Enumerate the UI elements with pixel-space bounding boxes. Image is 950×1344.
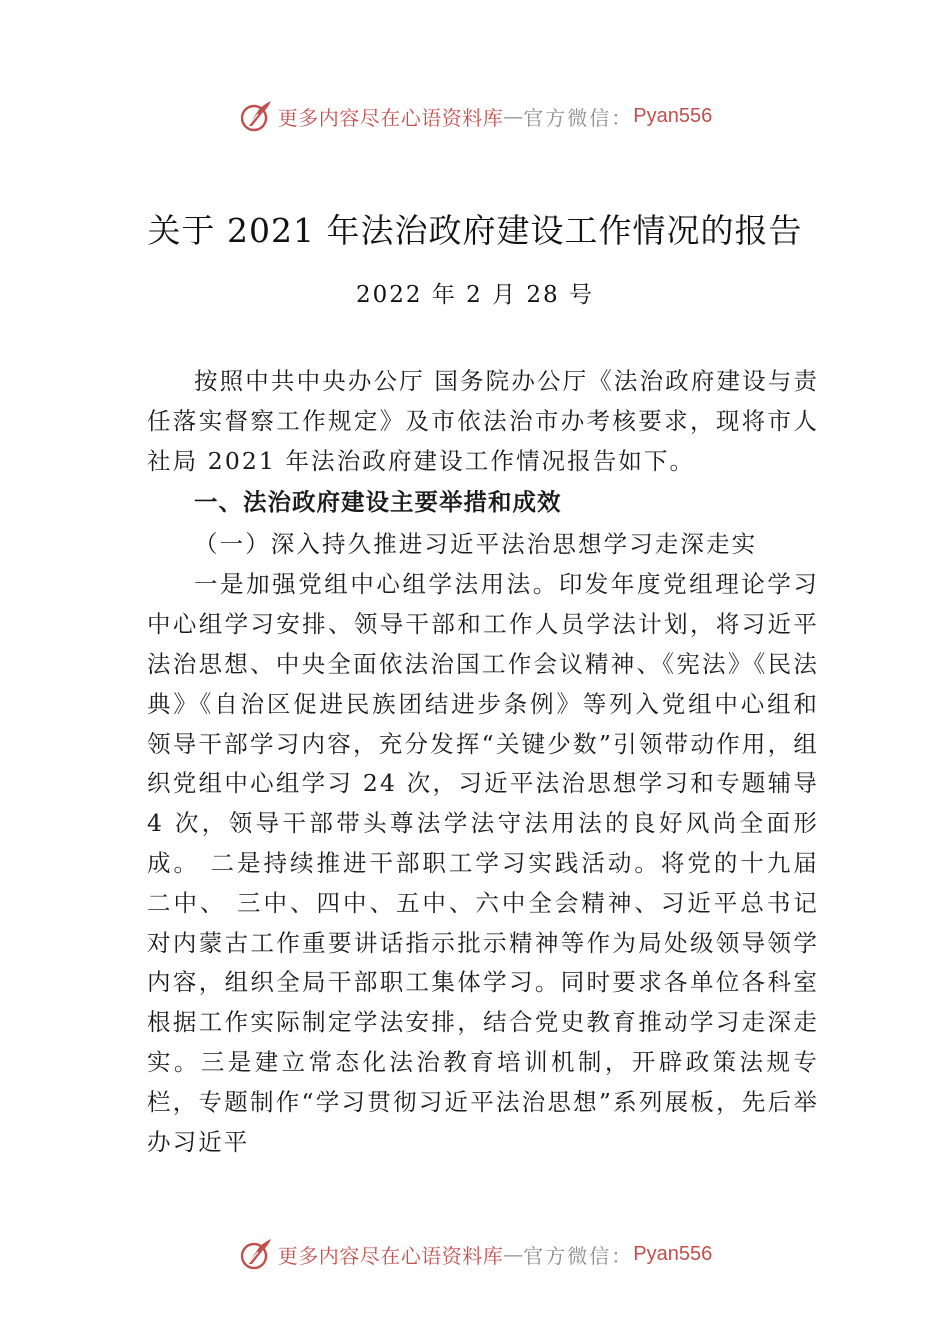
document-body — [147, 362, 819, 1162]
banner-wechat-label: 官方微信： — [523, 1243, 634, 1268]
intro-paragraph: 按照中共中央办公厅 国务院办公厅《法治政府建设与责任落实督察工作规定》及市依法治市办考核要求，现将市人社局 2021 年法治政府建设工作情况报告如下。 — [147, 367, 819, 475]
section-heading: 一、法治政府建设主要举措和成效 — [194, 488, 562, 517]
banner-dash: — — [503, 1242, 524, 1266]
banner-wechat-id: Pyan556 — [633, 104, 713, 127]
banner-wechat-label: 官方微信： — [523, 105, 634, 130]
banner-dash: — — [503, 104, 524, 128]
document-date: 2022 年 2 月 28 号 — [356, 282, 594, 308]
subsection-heading: （一）深入持久推进习近平法治思想学习走深走实 — [194, 530, 758, 559]
quill-pen-logo-icon — [238, 98, 274, 134]
quill-pen-logo-icon — [238, 1236, 274, 1272]
bottom-banner — [0, 1234, 950, 1274]
document-title: 关于 2021 年法治政府建设工作情况的报告 — [147, 211, 803, 250]
banner-lead-text: 更多内容尽在心语资料库 — [277, 105, 504, 130]
body-paragraph: 一是加强党组中心组学法用法。印发年度党组理论学习中心组学习安排、领导干部和工作人员学法计划，将习近平法治思想、中央全面依法治国工作会议精神、《宪法》《民法典》《自治区促进民族团结进步条例》等列入党组中心组和领导干部学习内容，充分发挥“关键少数”引领带动作用，组织党组中心组学习 24 次，习近平法治思想学习和专题辅导 4 次，领导干部带头尊法学法守法用法的良好风尚全面形成。 二是持续推进干部职工学习实践活动。将党的十九届二中、 三中、四中、五中、六中全会精神、习近平总书记对内蒙古工作重要讲话指示批示精神等作为局处级领导领学内容，组织全局干部职工集体学习。同时要求各单位各科室根据工作实际制定学法安排，结合党史教育推动学习走深走实。三是建立常态化法治教育培训机制，开辟政策法规专栏，专题制作“学习贯彻习近平法治思想”系列展板，先后举办习近平 — [147, 570, 819, 1156]
banner-wechat-id: Pyan556 — [633, 1242, 713, 1265]
top-banner — [0, 96, 950, 136]
banner-lead-text: 更多内容尽在心语资料库 — [277, 1243, 504, 1268]
